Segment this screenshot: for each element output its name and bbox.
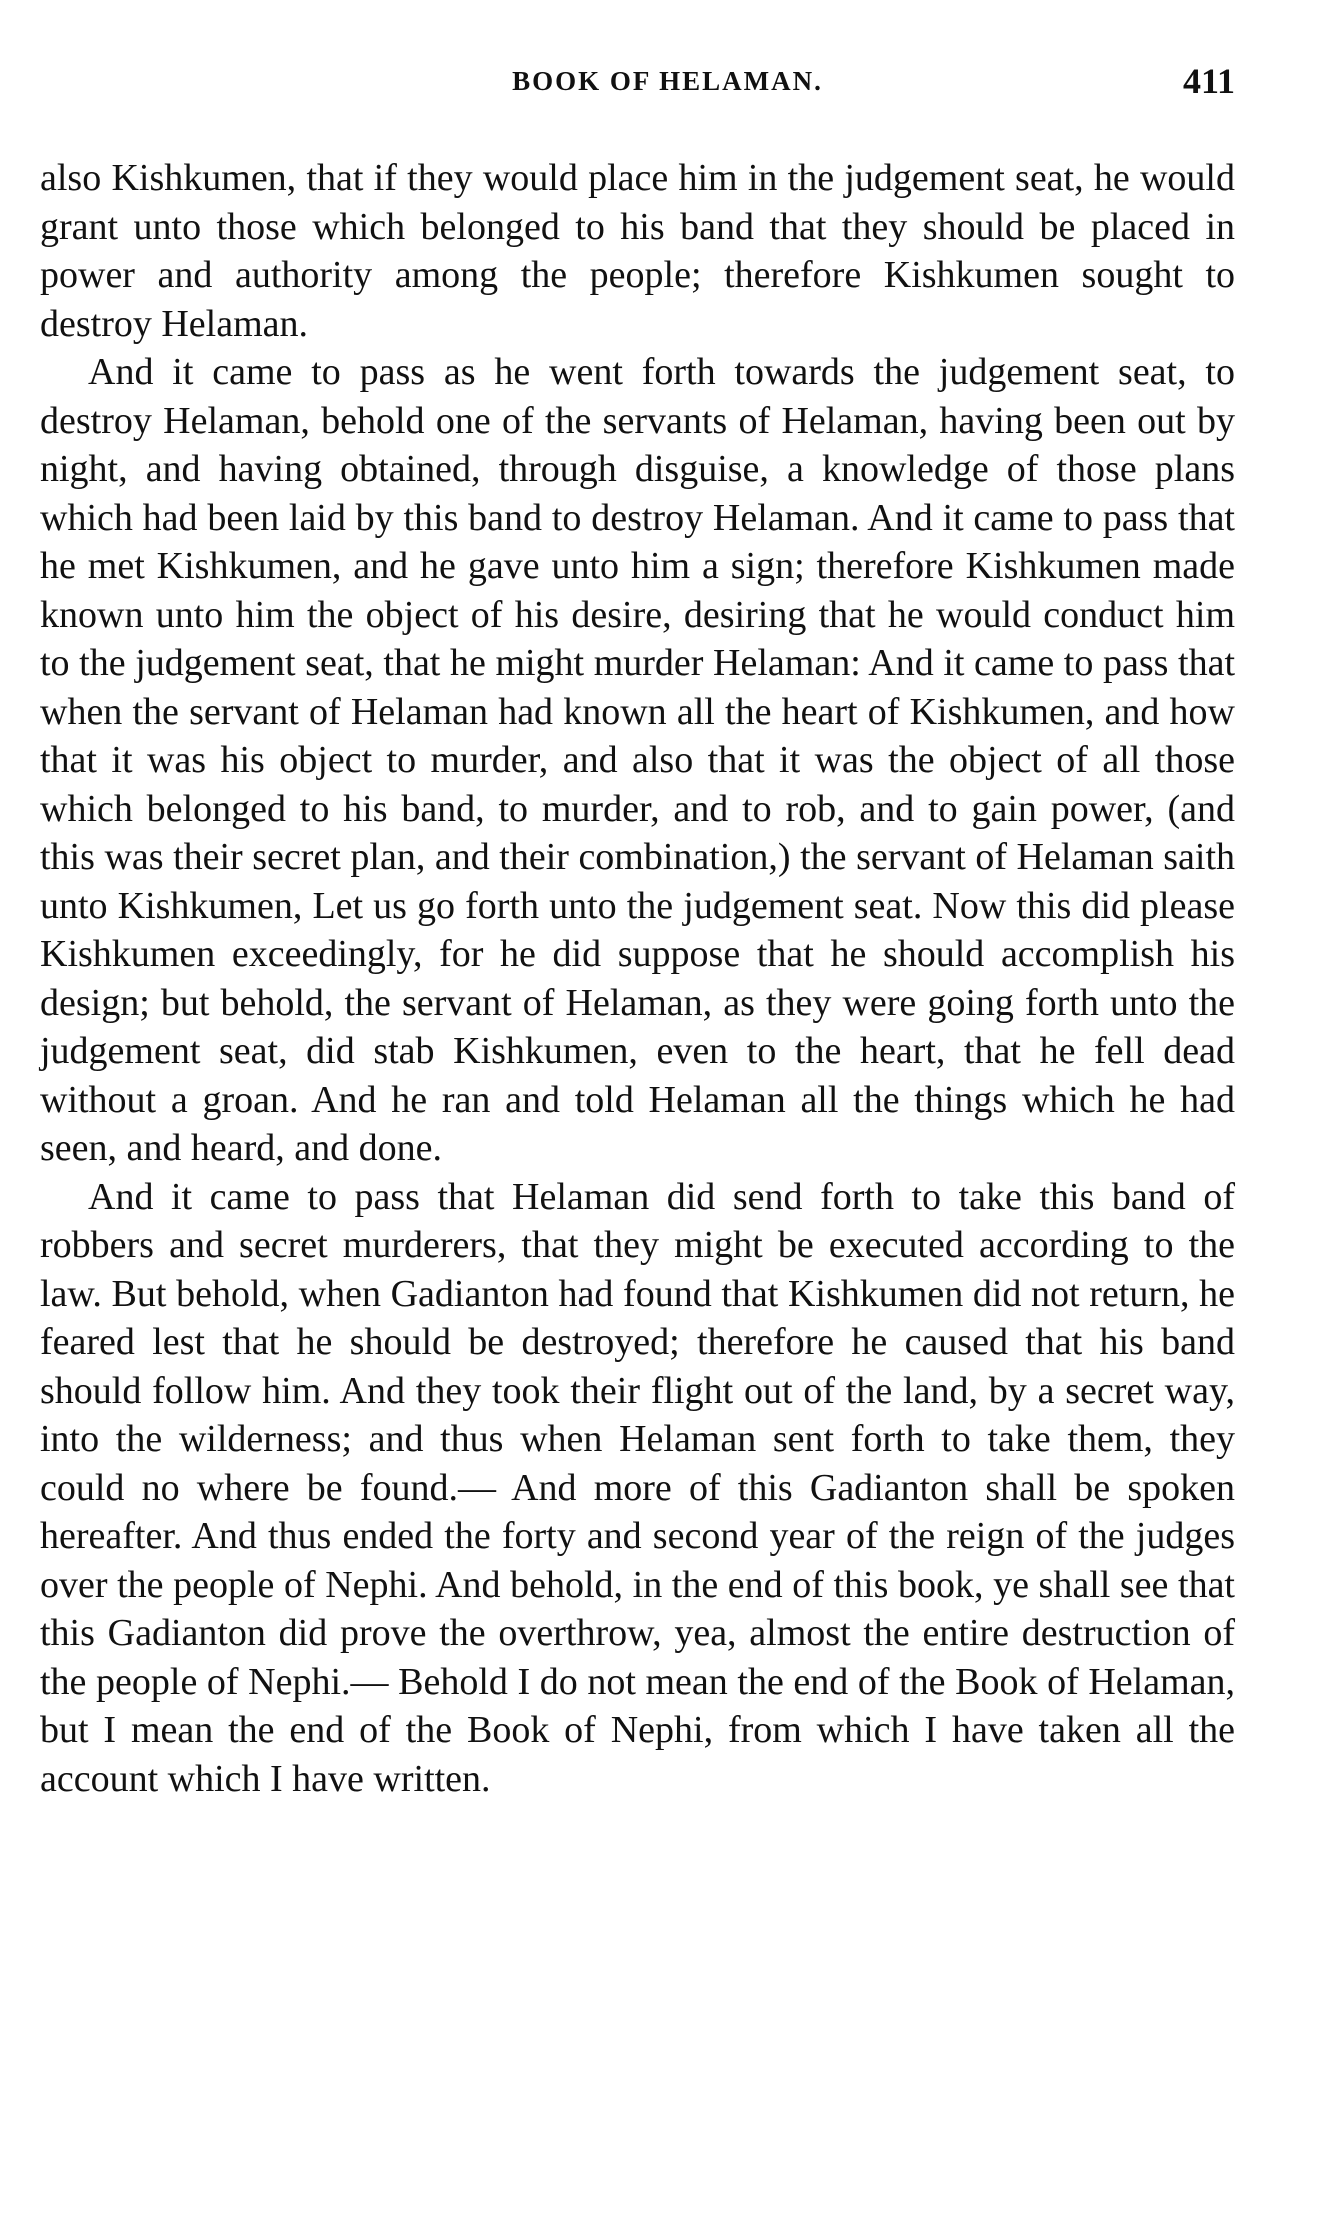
paragraph-1: also Kishkumen, that if they would place him in the judgement seat, he would grant unto those which belonged to his band that they should be placed in power and authority among the people; therefore Kishkumen sought to destroy Helaman.	[40, 157, 1235, 345]
body-text	[40, 154, 1235, 1803]
book-page	[40, 60, 1235, 1803]
running-head	[40, 60, 1235, 120]
page-number: 411	[1182, 61, 1235, 101]
paragraph-2: And it came to pass as he went forth towards the judgement seat, to destroy Helaman, behold one of the servants of Helaman, having been out by night, and having obtained, through disguise, a knowledge of those plans which had been laid by this band to destroy Helaman. And it came to pass that he met Kishkumen, and he gave unto him a sign; therefore Kishkumen made known unto him the object of his desire, desiring that he would conduct him to the judgement seat, that he might murder Helaman: And it came to pass that when the servant of Helaman had known all the heart of Kishkumen, and how that it was his object to murder, and also that it was the object of all those which belonged to his band, to murder, and to rob, and to gain power, (and this was their secret plan, and their combination,) the servant of Helaman saith unto Kishkumen, Let us go forth unto the judgement seat. Now this did please Kishkumen exceedingly, for he did suppose that he should accomplish his design; but behold, the servant of Helaman, as they were going forth unto the judgement seat, did stab Kishkumen, even to the heart, that he fell dead without a groan. And he ran and told Helaman all the things which he had seen, and heard, and done.	[40, 351, 1235, 1169]
running-title: BOOK OF HELAMAN.	[512, 66, 823, 96]
paragraph-3: And it came to pass that Helaman did send forth to take this band of robbers and secret murderers, that they might be executed according to the law. But behold, when Gadianton had found that Kishkumen did not return, he feared lest that he should be destroyed; therefore he caused that his band should follow him. And they took their flight out of the land, by a secret way, into the wilderness; and thus when Helaman sent forth to take them, they could no where be found.— And more of this Gadianton shall be spoken hereafter. And thus ended the forty and second year of the reign of the judges over the people of Nephi. And behold, in the end of this book, ye shall see that this Gadianton did prove the overthrow, yea, almost the entire destruction of the people of Nephi.— Behold I do not mean the end of the Book of Helaman, but I mean the end of the Book of Nephi, from which I have taken all the account which I have written.	[40, 1175, 1235, 1800]
